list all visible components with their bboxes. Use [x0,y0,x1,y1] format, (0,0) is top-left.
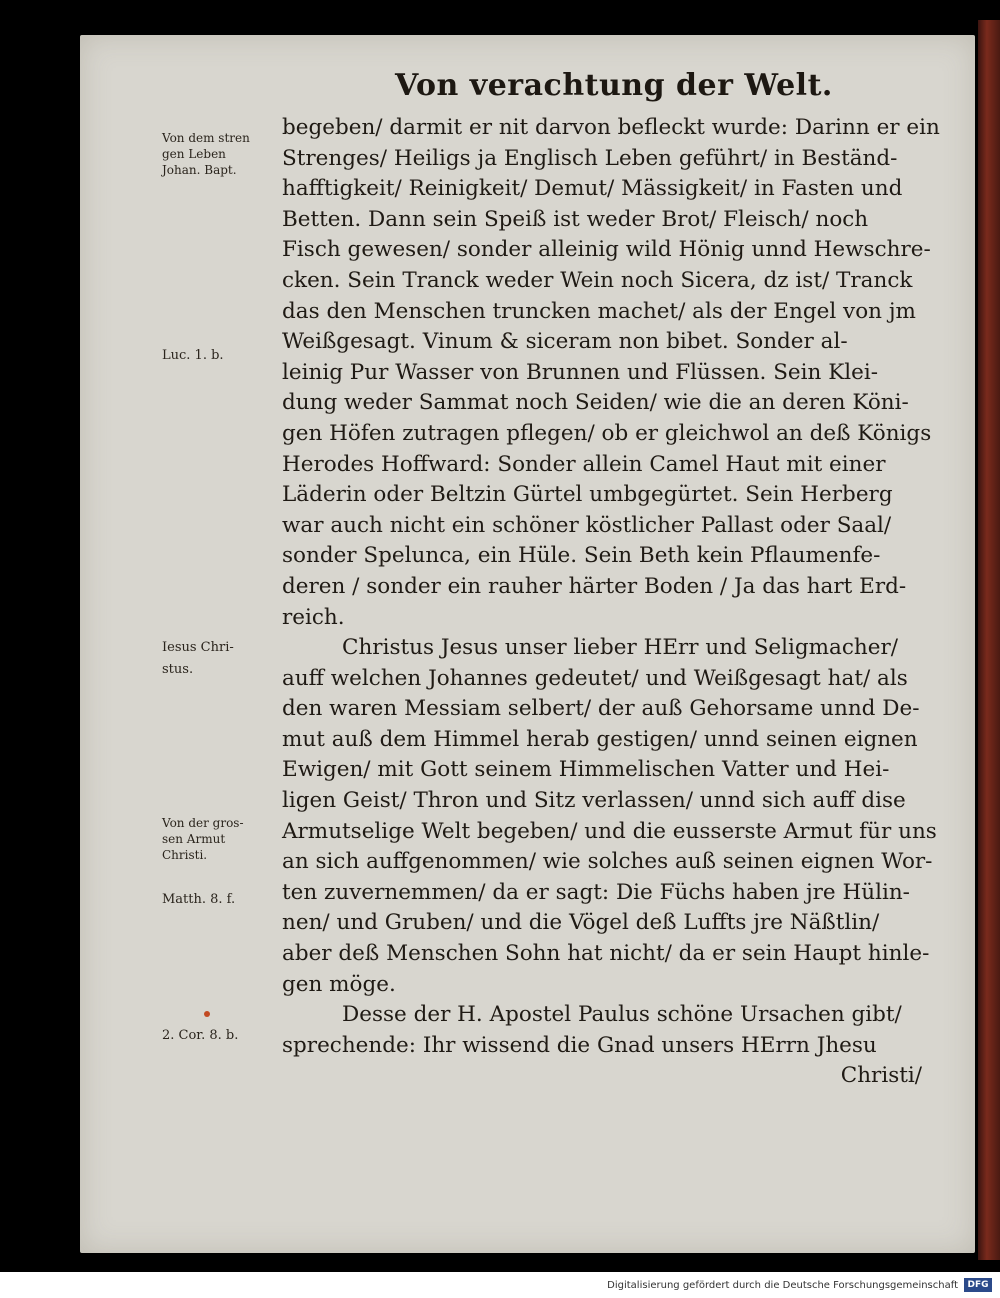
text-line: Christus Jesus unser lieber HErr und Seligmacher/ [342,635,898,661]
text-line: mut auß dem Himmel herab gestigen/ unnd seinen eignen [282,726,918,752]
margin-note-line: sen Armut [162,832,226,846]
text-line: Ewigen/ mit Gott seinem Himmelischen Vatter und Hei- [282,757,890,783]
text-line: ligen Geist/ Thron und Sitz verlassen/ unnd sich auff dise [282,788,906,814]
dfg-logo-icon: DFG [964,1278,992,1292]
text-line: an sich auffgenommen/ wie solches auß seinen eignen Wor- [282,849,933,875]
margin-note-line: Christi. [162,848,208,862]
margin-note-line: gen Leben [162,147,226,161]
text-line: dung weder Sammat noch Seiden/ wie die an deren Köni- [282,390,909,416]
margin-note-luke [162,348,280,364]
margin-note-line: Matth. 8. f. [162,892,236,907]
text-line: Christi/ [840,1063,922,1089]
text-line: gen Höfen zutragen pflegen/ ob er gleichwol an deß Königs [282,420,932,446]
text-line: Strenges/ Heiligs ja Englisch Leben geführt/ in Beständ- [282,145,898,171]
margin-note-line: Luc. 1. b. [162,348,224,363]
margin-note-matthew [162,892,280,908]
margin-note-line: Johan. Bapt. [162,163,237,177]
text-line: Desse der H. Apostel Paulus schöne Ursachen gibt/ [342,1002,902,1028]
margin-note-jesus-christ [162,637,280,681]
text-line: das den Menschen truncken machet/ als der Engel von jm [282,298,916,324]
text-line: gen möge. [282,971,396,997]
text-line: Fisch gewesen/ sonder alleinig wild Hönig unnd Hewschre- [282,237,931,263]
text-line: hafftigkeit/ Reinigkeit/ Demut/ Mässigkeit/ in Fasten und [282,176,903,202]
margin-note-strict-life [162,130,280,178]
text-line: Weißgesagt. Vinum & siceram non bibet. Sonder al- [282,329,848,355]
text-line: Läderin oder Beltzin Gürtel umbgegürtet. Sein Herberg [282,482,893,508]
text-line: Armutselige Welt begeben/ und die eusserste Armut für uns [282,818,937,844]
book-spine [978,20,1000,1260]
text-line: leinig Pur Wasser von Brunnen und Flüssen. Sein Klei- [282,359,879,385]
margin-note-line: Von der gros- [162,816,244,830]
text-line: den waren Messiam selbert/ der auß Gehorsame unnd De- [282,696,920,722]
margin-note-line: 2. Cor. 8. b. [162,1028,239,1043]
text-line: reich. [282,604,345,630]
text-line: begeben/ darmit er nit darvon befleckt wurde: Darinn er ein [282,115,940,140]
text-line: cken. Sein Tranck weder Wein noch Sicera, dz ist/ Tranck [282,267,913,293]
text-line: sprechende: Ihr wissend die Gnad unsers HErrn Jhesu [282,1032,877,1058]
text-line: deren / sonder ein rauher härter Boden / Ja das hart Erd- [282,573,907,599]
running-header: Von verachtung der Welt. [395,68,833,103]
funding-credit: Digitalisierung gefördert durch die Deutsche Forschungsgemeinschaft [607,1280,958,1291]
text-line: Herodes Hoffward: Sonder allein Camel Haut mit einer [282,451,886,477]
ink-mark [204,1011,210,1017]
text-line: ten zuvernemmen/ da er sagt: Die Füchs haben jre Hülin- [282,879,910,905]
text-line: sonder Spelunca, ein Hüle. Sein Beth kein Pflaumenfe- [282,543,881,569]
text-line: auff welchen Johannes gedeutet/ und Weißgesagt hat/ als [282,665,908,691]
margin-note-line: stus. [162,662,194,677]
margin-note-corinthians [162,1028,280,1044]
footer-bar [0,1272,1000,1298]
margin-note-poverty [162,815,280,863]
text-line: Betten. Dann sein Speiß ist weder Brot/ Fleisch/ noch [282,206,869,232]
text-line: war auch nicht ein schöner köstlicher Pallast oder Saal/ [282,512,892,538]
main-text [282,113,940,1092]
margin-note-line: Von dem stren [162,131,250,145]
margin-note-line: Iesus Chri- [162,640,234,655]
text-line: aber deß Menschen Sohn hat nicht/ da er sein Haupt hinle- [282,941,930,967]
text-line: nen/ und Gruben/ und die Vögel deß Luffts jre Näßtlin/ [282,910,880,936]
